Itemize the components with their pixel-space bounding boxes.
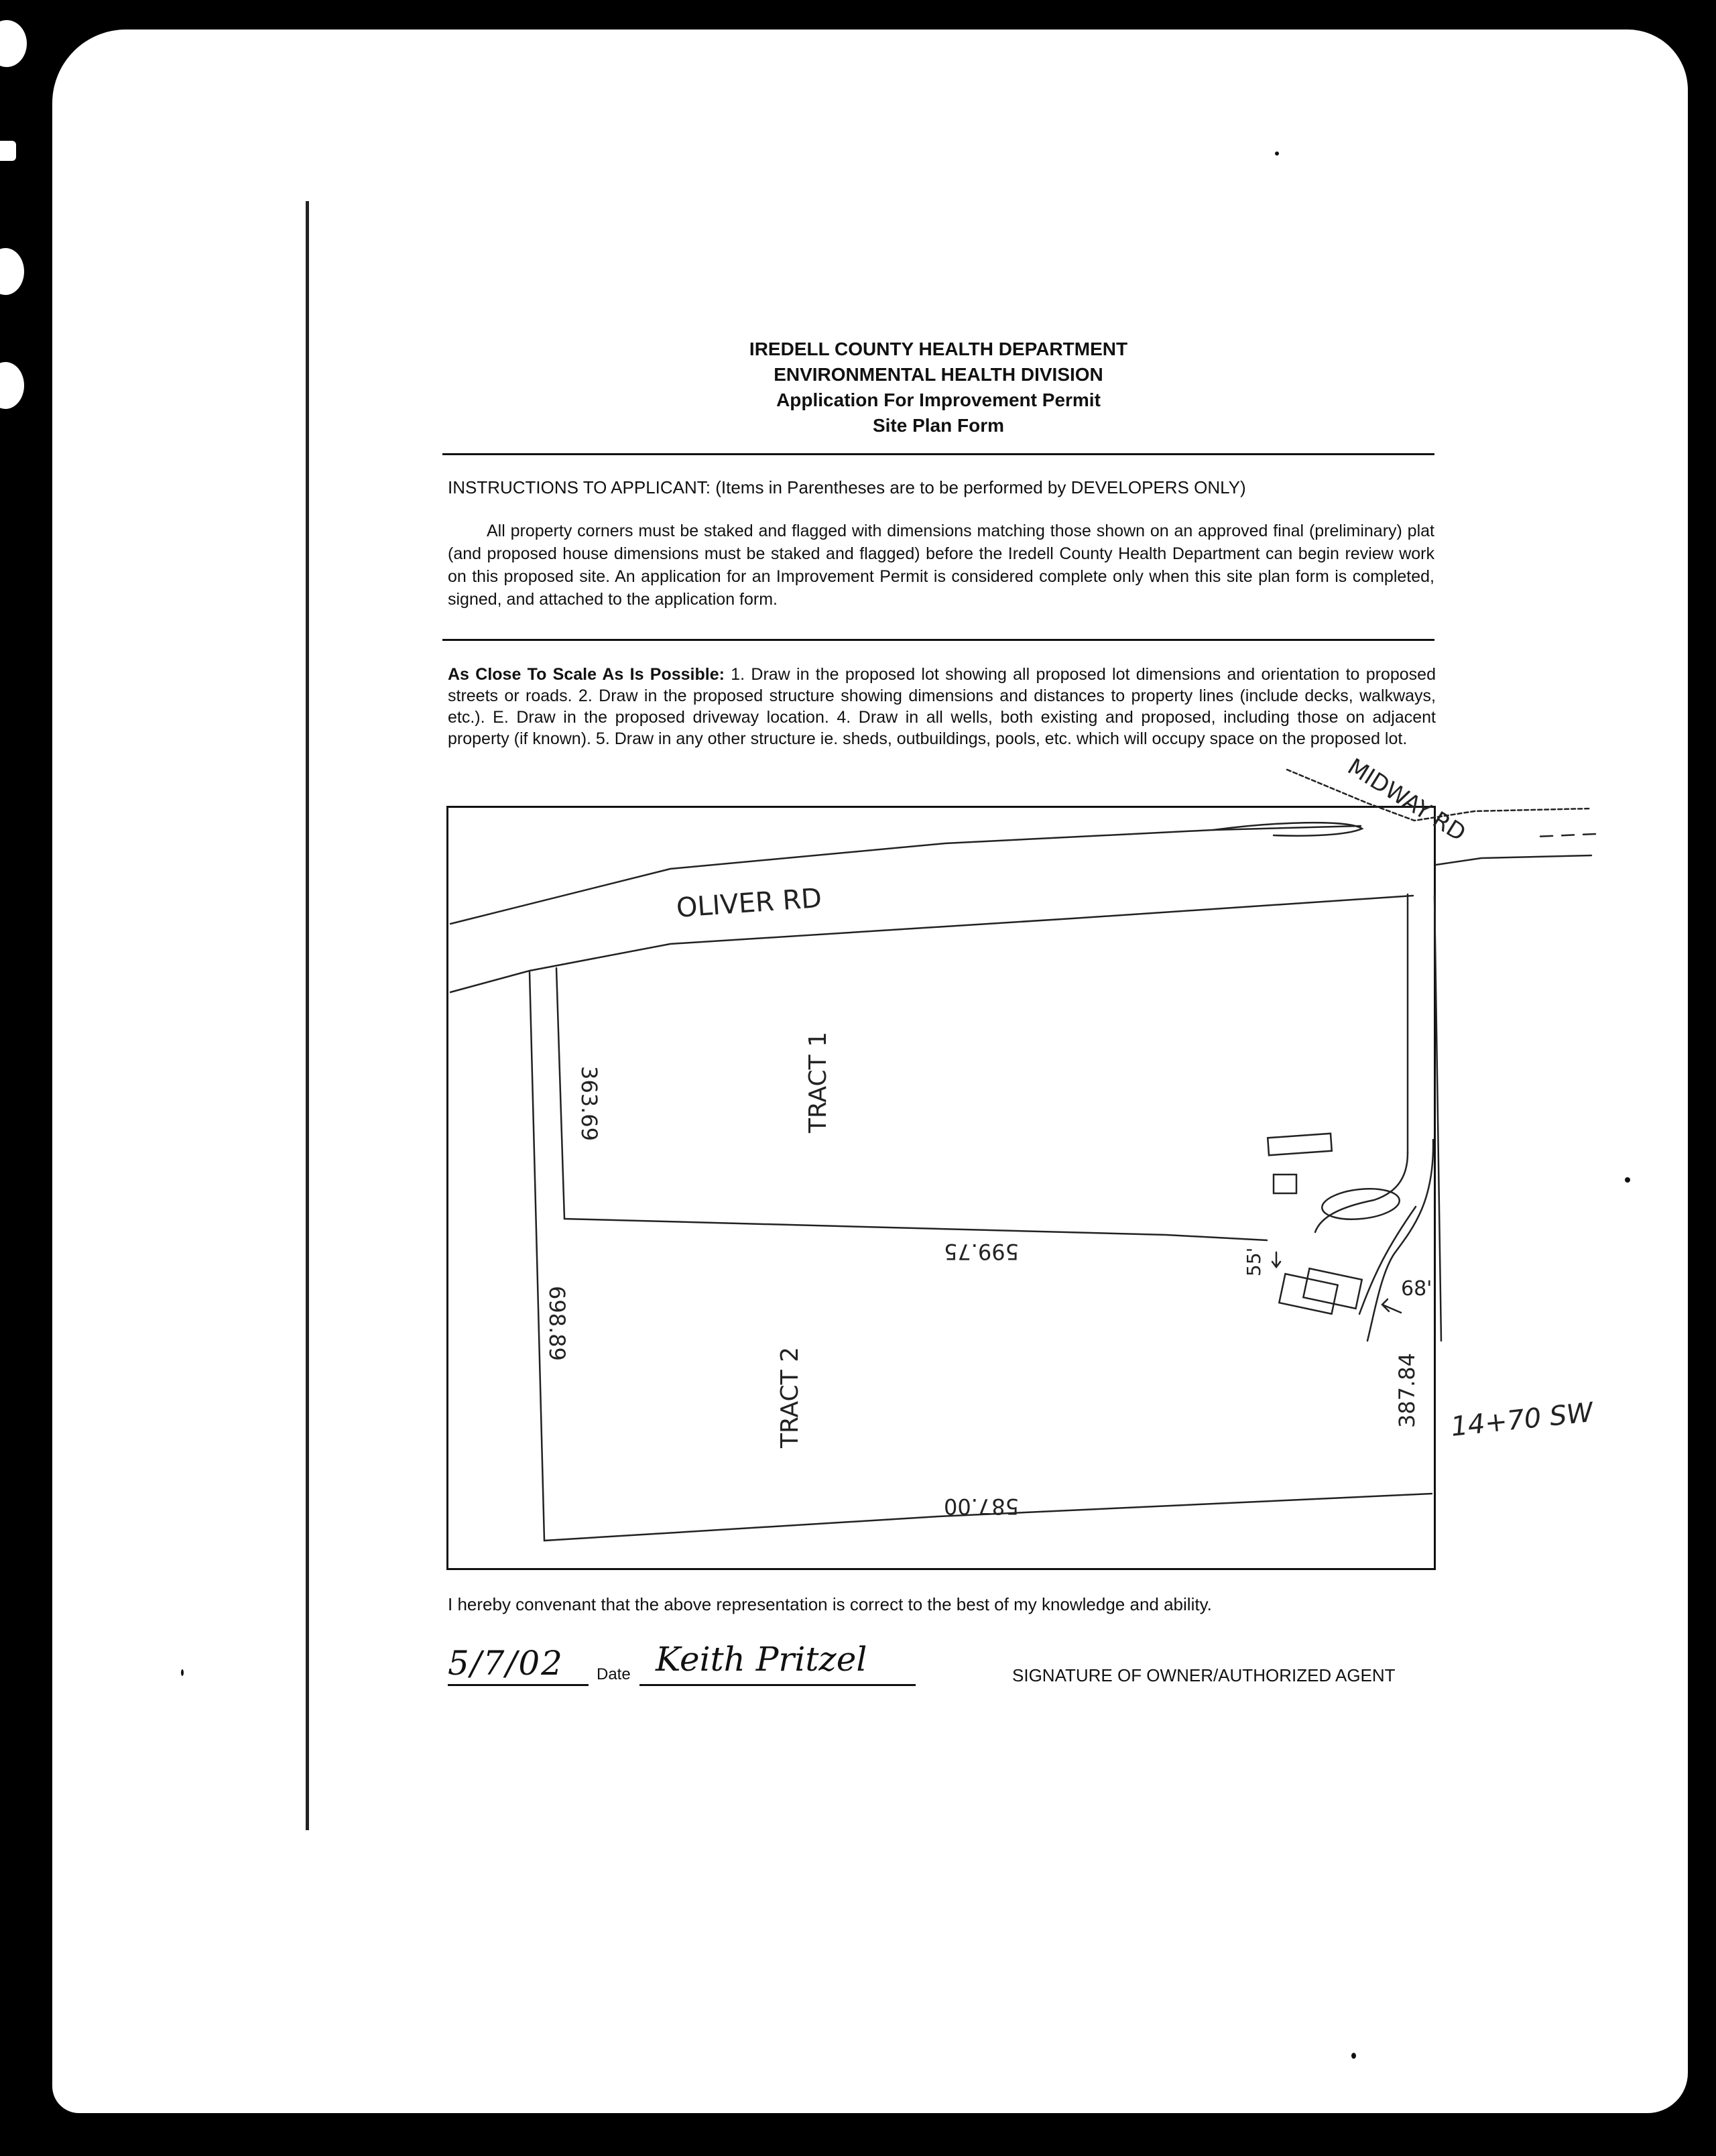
signed-date: 5/7/02 <box>448 1642 589 1686</box>
tract2-label: TRACT 2 <box>776 1346 804 1448</box>
dimension-east: 387.84 <box>1394 1353 1420 1428</box>
dimension-driveway-setback: 68' <box>1401 1277 1432 1301</box>
tract1-label: TRACT 1 <box>804 1031 832 1133</box>
margin-note: 14+70 SW <box>1449 1396 1595 1443</box>
road-label-oliver: OLIVER RD <box>675 882 823 924</box>
dimension-tract-divider: 599.75 <box>944 1239 1019 1264</box>
covenant-statement: I hereby convenant that the above representation is correct to the best of my knowledge and ability. <box>448 1594 1212 1614</box>
scale-text: 1. Draw in the proposed lot showing all proposed lot dimensions and orientation to proposed streets or roads. 2. Draw in the proposed structure showing dimensions and distances to property lines (include decks, walkways, etc.). E. Draw in the proposed driveway location. 4. Draw in all wells, both existing and proposed, including those on adjacent property (if known). 5. Draw in any other structure ie. sheds, outbuildings, pools, etc. which will occupy space on the proposed lot. <box>448 665 1436 748</box>
scan-speck <box>1351 2053 1356 2059</box>
header-form-name: Site Plan Form <box>872 415 1005 436</box>
dimension-tract2-west: 698.89 <box>544 1286 570 1361</box>
header-division: ENVIRONMENTAL HEALTH DIVISION <box>774 364 1103 385</box>
road-label-midway: MIDWAY RD <box>1343 753 1471 847</box>
scan-speck <box>181 1669 184 1676</box>
signature-row <box>448 1642 1440 1689</box>
handwritten-signature: Keith Pritzel <box>656 1640 867 1679</box>
dimension-structure-setback: 55' <box>1243 1247 1265 1276</box>
date-label: Date <box>597 1665 631 1683</box>
header-application: Application For Improvement Permit <box>776 390 1101 410</box>
scale-lead: As Close To Scale As Is Possible: <box>448 665 725 684</box>
instructions-title: INSTRUCTIONS TO APPLICANT: (Items in Parentheses are to be performed by DEVELOPERS ONLY) <box>448 477 1246 497</box>
scan-speck <box>1625 1177 1630 1183</box>
instructions-text: All property corners must be staked and flagged with dimensions matching those shown on an approved final (preliminary) plat (and proposed house dimensions must be staked and flagged) before the Iredell County Health Department can begin review work on this proposed site. An application for an Improvement Permit is considered complete only when this site plan form is completed, signed, and attached to the application form. <box>448 522 1434 609</box>
dimension-tract1-west: 363.69 <box>576 1066 602 1141</box>
scan-speck <box>1275 152 1279 156</box>
signature-label: SIGNATURE OF OWNER/AUTHORIZED AGENT <box>1012 1665 1396 1685</box>
header-department: IREDELL COUNTY HEALTH DEPARTMENT <box>749 339 1128 359</box>
dimension-south: 587.00 <box>944 1494 1019 1519</box>
